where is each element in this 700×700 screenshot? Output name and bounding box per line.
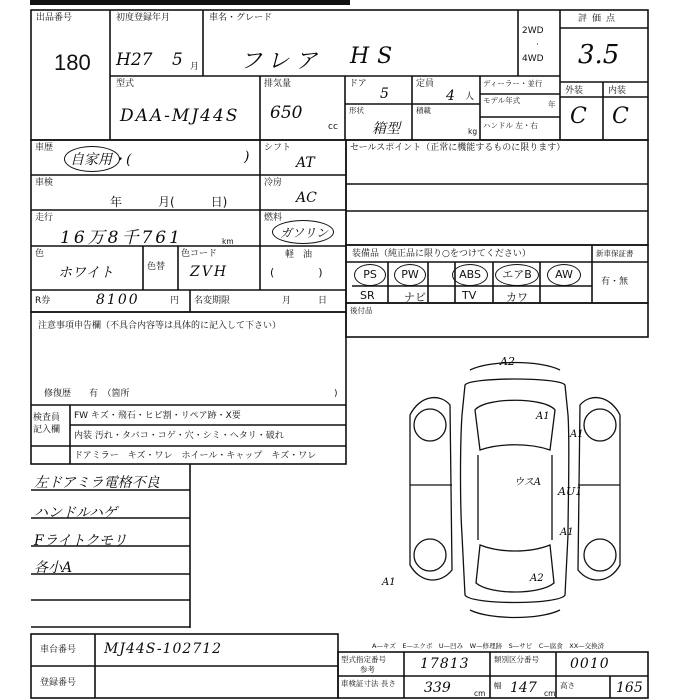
color-code-value: ZVH xyxy=(190,264,229,280)
model-cert-value: 17813 xyxy=(420,656,470,672)
mark-usu-a: ウスA xyxy=(514,477,541,488)
mark-right-fender-a1: A1 xyxy=(570,429,584,440)
shape-label: 形状 xyxy=(349,106,364,115)
equipment-leather: カワ xyxy=(506,291,528,304)
equipment-abs: ABS xyxy=(452,264,488,286)
equipment-airbag: エアB xyxy=(495,264,539,286)
door-value: 5 xyxy=(380,86,389,102)
exterior-grade: C xyxy=(570,104,587,129)
fw-line: FW キズ・飛石・ヒビ割・リペア跡・X要 xyxy=(74,411,241,421)
model-cert-ref: 参考 xyxy=(360,665,375,674)
name-change-label: 名変期限 xyxy=(194,296,231,306)
ac-label: 冷房 xyxy=(264,178,283,188)
car-name: フレア xyxy=(240,49,324,74)
model-cert-label: 型式指定番号 xyxy=(341,655,386,664)
first-reg-label: 初度登録年月 xyxy=(116,13,171,23)
note-line-1: 左ドアミラ電格不良 xyxy=(34,475,160,491)
diesel-label: 軽 油 xyxy=(285,250,313,260)
score-label: 評価点 xyxy=(578,14,621,24)
history-close: ) xyxy=(244,149,250,165)
score-value: 3.5 xyxy=(578,40,620,70)
capacity-value: 4 xyxy=(446,88,455,104)
lot-label: 出品番号 xyxy=(36,13,73,23)
drive-2wd: 2WD xyxy=(522,26,544,36)
note-line-4: 各小A xyxy=(34,560,73,576)
model-code: DAA-MJ44S xyxy=(120,106,240,126)
shift-label: シフト xyxy=(264,143,292,153)
interior-label: 内装 xyxy=(608,86,627,96)
load-label: 積載 xyxy=(416,106,431,115)
equipment-sr: SR xyxy=(360,289,375,302)
mark-rear-a2: A2 xyxy=(530,573,544,584)
recycle-label: R券 xyxy=(35,296,51,306)
model-year-label: モデル年式 xyxy=(483,96,521,105)
equipment-pw: PW xyxy=(394,264,426,286)
yen-unit: 円 xyxy=(170,296,180,306)
interior-line: 内装 汚れ・タバコ・コゲ・穴・シミ・ヘタリ・破れ xyxy=(74,431,284,441)
drive-4wd: 4WD xyxy=(522,54,544,64)
mark-left-rear-a1: A1 xyxy=(382,577,396,588)
month-unit: 月 xyxy=(190,62,200,72)
shift-value: AT xyxy=(296,155,315,171)
equipment-navi: ナビ xyxy=(404,291,426,304)
mark-front-right-a1: A1 xyxy=(536,411,550,422)
color-value: ホワイト xyxy=(58,265,114,281)
height-label: 高さ xyxy=(560,681,575,690)
chassis-value: MJ44S-102712 xyxy=(104,641,223,657)
length-unit: cm xyxy=(474,689,486,698)
grade: HS xyxy=(350,44,401,69)
inspection-value: 年 月( 日) xyxy=(110,195,228,209)
length-value: 339 xyxy=(424,680,451,696)
lot-number: 180 xyxy=(54,50,91,75)
dealer-label: ディーラー・並行 xyxy=(483,79,543,88)
equipment-tv: TV xyxy=(462,289,477,302)
load-unit: kg xyxy=(468,127,478,136)
length-label: 車検証寸法 長さ xyxy=(341,679,396,688)
mileage-value: 16万8千761 xyxy=(60,228,183,248)
displacement-value: 650 xyxy=(270,103,303,123)
shape-value: 箱型 xyxy=(372,121,400,137)
capacity-label: 定員 xyxy=(416,79,435,89)
inspection-label: 車検 xyxy=(35,178,54,188)
color-change-label: 色替 xyxy=(147,262,166,272)
car-damage-diagram xyxy=(382,355,640,625)
width-label: 幅 xyxy=(494,681,502,690)
accessories-label: 後付品 xyxy=(350,306,373,315)
capacity-unit: 人 xyxy=(465,92,475,102)
color-code-label: 色コード xyxy=(181,249,218,259)
year-unit: 年 xyxy=(548,100,556,109)
repair-label: 修復歴 有 （箇所 xyxy=(44,389,130,399)
category-value: 0010 xyxy=(570,656,610,672)
first-reg-era: H27 xyxy=(116,50,153,70)
mirror-line: ドアミラー キズ・ワレ ホイール・キャップ キズ・ワレ xyxy=(74,451,317,461)
handle-label: ハンドル 左・右 xyxy=(483,121,538,130)
cc-unit: cc xyxy=(328,122,338,132)
fuel-label: 燃料 xyxy=(264,213,283,223)
drive-dot: · xyxy=(536,40,539,50)
displacement-label: 排気量 xyxy=(264,79,292,89)
equipment-aw: AW xyxy=(547,264,581,286)
damage-legend: A—キズ E—エクボ U—凹み W—修理跡 S—サビ C—腐食 XX—交換済 xyxy=(372,642,605,650)
color-label: 色 xyxy=(35,249,45,259)
history-label: 車歴 xyxy=(35,143,54,153)
mark-au1: AU1 xyxy=(558,485,583,498)
width-value: 147 xyxy=(510,680,537,696)
new-car-warranty-value: 有・無 xyxy=(601,277,629,287)
declaration-label: 注意事項申告欄（不具合内容等は具体的に記入して下さい） xyxy=(38,321,282,331)
fuel-value: ガソリン xyxy=(280,226,329,240)
model-label: 型式 xyxy=(116,79,135,89)
exterior-label: 外装 xyxy=(565,86,584,96)
note-line-3: Fライトクモリ xyxy=(34,533,128,549)
reg-number-label: 登録番号 xyxy=(40,678,77,688)
equipment-ps: PS xyxy=(354,264,386,286)
door-label: ドア xyxy=(349,79,367,89)
name-change-value: 月 日 xyxy=(282,296,328,306)
equipment-label: 装備品（純正品に限り○をつけてください） xyxy=(352,249,531,259)
sales-point-label: セールスポイント（正常に機能するものに限ります） xyxy=(350,143,566,153)
category-label: 類別区分番号 xyxy=(494,655,539,664)
width-unit: cm xyxy=(544,689,556,698)
history-value: 自家用・( xyxy=(70,152,132,168)
mark-right-rear-a1: A1 xyxy=(560,527,574,538)
new-car-warranty-label: 新車保証書 xyxy=(596,249,634,258)
km-unit: km xyxy=(222,237,234,246)
mark-front-a2: A2 xyxy=(500,355,515,368)
height-value: 165 xyxy=(616,680,643,696)
name-grade-label: 車名・グレード xyxy=(209,13,273,23)
inspector-label: 検査員記入欄 xyxy=(33,413,61,435)
note-line-2: ハンドルハゲ xyxy=(34,505,118,521)
repair-close: ) xyxy=(334,389,338,399)
interior-grade: C xyxy=(612,104,629,129)
ac-value: AC xyxy=(296,190,317,206)
first-reg-month: 5 xyxy=(172,50,183,70)
chassis-label: 車台番号 xyxy=(40,645,77,655)
diesel-paren: ( ) xyxy=(270,266,323,279)
recycle-value: 8100 xyxy=(96,292,140,308)
mileage-label: 走行 xyxy=(35,213,54,223)
